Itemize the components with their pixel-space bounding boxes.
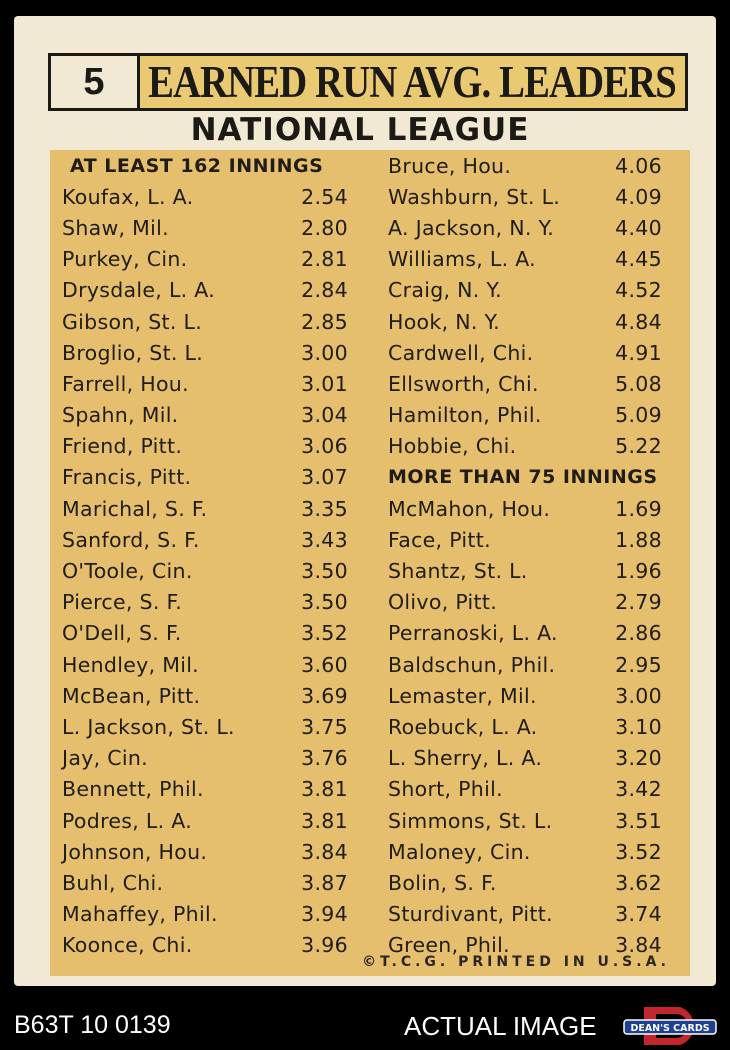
- pitcher-name: Face, Pitt.: [388, 527, 491, 552]
- era-value: 2.80: [301, 215, 348, 240]
- pitcher-row: [388, 836, 678, 867]
- pitcher-row: [388, 805, 678, 836]
- era-value: 3.74: [615, 902, 662, 927]
- pitcher-row: [62, 930, 352, 961]
- pitcher-row: [62, 493, 352, 524]
- pitcher-name: Jay, Cin.: [62, 746, 148, 771]
- era-value: 3.42: [615, 777, 662, 802]
- era-value: 1.88: [615, 527, 662, 552]
- era-value: 3.52: [301, 621, 348, 646]
- pitcher-row: [388, 244, 678, 275]
- pitcher-name: Hook, N. Y.: [388, 309, 500, 334]
- pitcher-name: Drysdale, L. A.: [62, 278, 216, 303]
- pitcher-row: [62, 867, 352, 898]
- pitcher-row: [388, 743, 678, 774]
- pitcher-row: [62, 400, 352, 431]
- pitcher-name: Shantz, St. L.: [388, 559, 528, 584]
- pitcher-name: McMahon, Hou.: [388, 496, 551, 521]
- pitcher-name: Hendley, Mil.: [62, 652, 199, 677]
- pitcher-row: [388, 524, 678, 555]
- pitcher-name: L. Jackson, St. L.: [62, 714, 235, 739]
- pitcher-name: Maloney, Cin.: [388, 839, 531, 864]
- pitcher-row: [62, 306, 352, 337]
- era-value: 3.10: [615, 714, 662, 739]
- pitcher-row: [62, 680, 352, 711]
- pitcher-name: Baldschun, Phil.: [388, 652, 556, 677]
- left-column: [62, 150, 352, 961]
- pitcher-name: Gibson, St. L.: [62, 309, 203, 334]
- pitcher-name: Olivo, Pitt.: [388, 590, 498, 615]
- pitcher-name: Purkey, Cin.: [62, 247, 188, 272]
- pitcher-name: Buhl, Chi.: [62, 870, 164, 895]
- pitcher-name: Lemaster, Mil.: [388, 683, 537, 708]
- pitcher-row: [388, 181, 678, 212]
- pitcher-row: [388, 899, 678, 930]
- pitcher-row: [62, 743, 352, 774]
- era-value: 3.06: [301, 434, 348, 459]
- era-value: 3.20: [615, 746, 662, 771]
- logo-text: DEAN'S CARDS: [630, 1023, 710, 1034]
- pitcher-name: Roebuck, L. A.: [388, 714, 538, 739]
- era-value: 1.96: [615, 559, 662, 584]
- pitcher-name: Friend, Pitt.: [62, 434, 183, 459]
- pitcher-name: O'Dell, S. F.: [62, 621, 182, 646]
- stats-panel: [50, 150, 690, 976]
- league-heading: NATIONAL LEAGUE: [190, 112, 530, 148]
- pitcher-name: Washburn, St. L.: [388, 184, 561, 209]
- pitcher-row: [388, 555, 678, 586]
- pitcher-name: Bruce, Hou.: [388, 153, 512, 178]
- pitcher-row: [388, 368, 678, 399]
- era-value: 3.62: [615, 870, 662, 895]
- right-column: [388, 150, 678, 961]
- era-value: 2.79: [615, 590, 662, 615]
- era-value: 3.52: [615, 839, 662, 864]
- pitcher-row: [62, 899, 352, 930]
- era-value: 3.81: [301, 777, 348, 802]
- pitcher-row: [62, 774, 352, 805]
- era-value: 5.08: [615, 371, 662, 396]
- pitcher-name: Ellsworth, Chi.: [388, 371, 539, 396]
- pitcher-row: [388, 618, 678, 649]
- era-value: 3.51: [615, 808, 662, 833]
- pitcher-row: [62, 711, 352, 742]
- pitcher-name: Bennett, Phil.: [62, 777, 204, 802]
- pitcher-name: Spahn, Mil.: [62, 403, 179, 428]
- pitcher-name: Bolin, S. F.: [388, 870, 497, 895]
- pitcher-name: Williams, L. A.: [388, 247, 536, 272]
- pitcher-row: [62, 649, 352, 680]
- copyright-footer: ©T.C.G. PRINTED IN U.S.A.: [362, 954, 670, 970]
- pitcher-name: O'Toole, Cin.: [62, 559, 193, 584]
- era-value: 3.50: [301, 559, 348, 584]
- pitcher-row: [388, 150, 678, 181]
- pitcher-name: Shaw, Mil.: [62, 215, 169, 240]
- era-value: 4.40: [615, 215, 662, 240]
- pitcher-row: [388, 306, 678, 337]
- pitcher-row: [388, 711, 678, 742]
- era-value: 1.69: [615, 496, 662, 521]
- era-value: 3.00: [615, 683, 662, 708]
- era-value: 3.84: [615, 933, 662, 958]
- pitcher-name: Cardwell, Chi.: [388, 340, 534, 365]
- pitcher-name: McBean, Pitt.: [62, 683, 201, 708]
- pitcher-name: Marichal, S. F.: [62, 496, 208, 521]
- pitcher-name: Craig, N. Y.: [388, 278, 502, 303]
- era-value: 2.81: [301, 247, 348, 272]
- era-value: 2.85: [301, 309, 348, 334]
- pitcher-name: Koufax, L. A.: [62, 184, 194, 209]
- pitcher-name: Farrell, Hou.: [62, 371, 189, 396]
- pitcher-row: [62, 212, 352, 243]
- pitcher-name: Hobbie, Chi.: [388, 434, 517, 459]
- era-value: 5.09: [615, 403, 662, 428]
- card-number: 5: [51, 56, 140, 108]
- pitcher-row: [62, 337, 352, 368]
- pitcher-name: Johnson, Hou.: [62, 839, 208, 864]
- pitcher-name: Podres, L. A.: [62, 808, 193, 833]
- era-value: 3.76: [301, 746, 348, 771]
- pitcher-row: [388, 337, 678, 368]
- pitcher-row: [62, 181, 352, 212]
- era-value: 3.07: [301, 465, 348, 490]
- era-value: 3.60: [301, 652, 348, 677]
- pitcher-name: Francis, Pitt.: [62, 465, 192, 490]
- section-heading-75-innings: MORE THAN 75 INNINGS: [388, 466, 658, 489]
- pitcher-row: [62, 368, 352, 399]
- deans-cards-logo: [622, 1005, 718, 1047]
- pitcher-name: Sanford, S. F.: [62, 527, 200, 552]
- bottom-bar: [0, 1003, 730, 1050]
- era-value: 3.00: [301, 340, 348, 365]
- pitcher-row: [388, 275, 678, 306]
- era-value: 3.94: [301, 902, 348, 927]
- pitcher-row: [388, 493, 678, 524]
- era-value: 2.84: [301, 278, 348, 303]
- pitcher-name: Short, Phil.: [388, 777, 503, 802]
- era-value: 3.69: [301, 683, 348, 708]
- pitcher-row: [62, 431, 352, 462]
- pitcher-name: Hamilton, Phil.: [388, 403, 542, 428]
- card-code: B63T 10 0139: [14, 1011, 171, 1039]
- era-value: 4.84: [615, 309, 662, 334]
- era-value: 3.04: [301, 403, 348, 428]
- era-value: 3.75: [301, 714, 348, 739]
- pitcher-name: Pierce, S. F.: [62, 590, 183, 615]
- pitcher-name: A. Jackson, N. Y.: [388, 215, 555, 240]
- pitcher-name: Green, Phil.: [388, 933, 510, 958]
- era-value: 3.01: [301, 371, 348, 396]
- pitcher-name: Broglio, St. L.: [62, 340, 204, 365]
- era-value: 3.35: [301, 496, 348, 521]
- era-value: 3.87: [301, 870, 348, 895]
- pitcher-row: [388, 867, 678, 898]
- pitcher-name: Simmons, St. L.: [388, 808, 553, 833]
- pitcher-name: Koonce, Chi.: [62, 933, 193, 958]
- pitcher-row: [388, 680, 678, 711]
- actual-image-label: ACTUAL IMAGE: [404, 1011, 597, 1041]
- era-value: 4.45: [615, 247, 662, 272]
- era-value: 4.91: [615, 340, 662, 365]
- section-heading-162-innings: AT LEAST 162 INNINGS: [70, 154, 324, 177]
- pitcher-row: [388, 587, 678, 618]
- era-value: 4.09: [615, 184, 662, 209]
- era-value: 3.81: [301, 808, 348, 833]
- era-value: 4.06: [615, 153, 662, 178]
- pitcher-row: [388, 400, 678, 431]
- pitcher-row: [388, 649, 678, 680]
- pitcher-name: Sturdivant, Pitt.: [388, 902, 553, 927]
- pitcher-row: [62, 275, 352, 306]
- pitcher-name: Perranoski, L. A.: [388, 621, 558, 646]
- era-value: 3.43: [301, 527, 348, 552]
- era-value: 5.22: [615, 434, 662, 459]
- pitcher-row: [62, 244, 352, 275]
- pitcher-name: L. Sherry, L. A.: [388, 746, 543, 771]
- pitcher-row: [62, 587, 352, 618]
- card-header: [48, 53, 688, 111]
- pitcher-row: [62, 462, 352, 493]
- era-value: 3.96: [301, 933, 348, 958]
- era-value: 3.84: [301, 839, 348, 864]
- pitcher-row: [388, 774, 678, 805]
- pitcher-row: [62, 555, 352, 586]
- pitcher-row: [62, 524, 352, 555]
- pitcher-row: [62, 836, 352, 867]
- era-value: 2.95: [615, 652, 662, 677]
- pitcher-row: [388, 212, 678, 243]
- pitcher-row: [62, 805, 352, 836]
- era-value: 4.52: [615, 278, 662, 303]
- era-value: 2.86: [615, 621, 662, 646]
- pitcher-row: [62, 618, 352, 649]
- pitcher-row: [388, 431, 678, 462]
- card-title: EARNED RUN AVG. LEADERS: [148, 57, 676, 107]
- era-value: 2.54: [301, 184, 348, 209]
- pitcher-name: Mahaffey, Phil.: [62, 902, 218, 927]
- era-value: 3.50: [301, 590, 348, 615]
